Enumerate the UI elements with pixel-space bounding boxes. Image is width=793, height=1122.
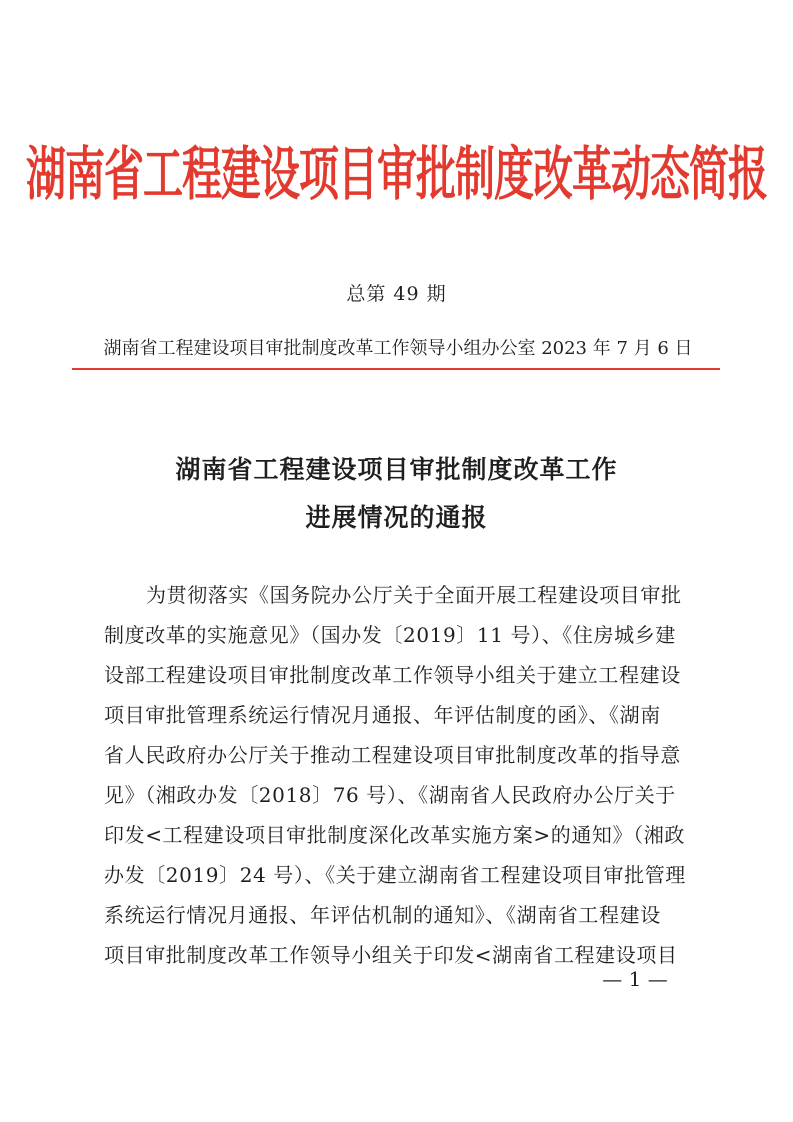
red-divider-line: [72, 368, 720, 370]
document-title: [0, 446, 793, 542]
issuer-date-line: 湖南省工程建设项目审批制度改革工作领导小组办公室 2023 年 7 月 6 日: [103, 338, 693, 359]
body-line: 见》（湘政办发〔2018〕76 号）、《湖南省人民政府办公厅关于: [104, 783, 676, 807]
document-title-line-1: 湖南省工程建设项目审批制度改革工作: [175, 455, 618, 484]
body-line: 办发〔2019〕24 号）、《关于建立湖南省工程建设项目审批管理: [104, 863, 686, 887]
body-line: 系统运行情况月通报、年评估机制的通知》、《湖南省工程建设: [104, 903, 661, 927]
masthead-title: 湖南省工程建设项目审批制度改革动态简报: [26, 141, 767, 209]
body-line: 制度改革的实施意见》（国办发〔2019〕11 号）、《住房城乡建: [104, 623, 676, 647]
document-title-line-2: 进展情况的通报: [305, 503, 488, 532]
body-line: 省人民政府办公厅关于推动工程建设项目审批制度改革的指导意: [104, 743, 681, 767]
body-line: 设部工程建设项目审批制度改革工作领导小组关于建立工程建设: [104, 663, 681, 687]
body-paragraph: [104, 575, 696, 975]
page-number: — 1 —: [602, 967, 668, 991]
body-line: 项目审批管理系统运行情况月通报、年评估制度的函》、《湖南: [104, 703, 661, 727]
body-line: 为贯彻落实《国务院办公厅关于全面开展工程建设项目审批: [146, 583, 682, 607]
body-line: 印发<工程建设项目审批制度深化改革实施方案>的通知》（湘政: [104, 823, 685, 847]
issue-number: 总第 49 期: [346, 283, 447, 305]
body-line: 项目审批制度改革工作领导小组关于印发<湖南省工程建设项目: [104, 943, 678, 967]
